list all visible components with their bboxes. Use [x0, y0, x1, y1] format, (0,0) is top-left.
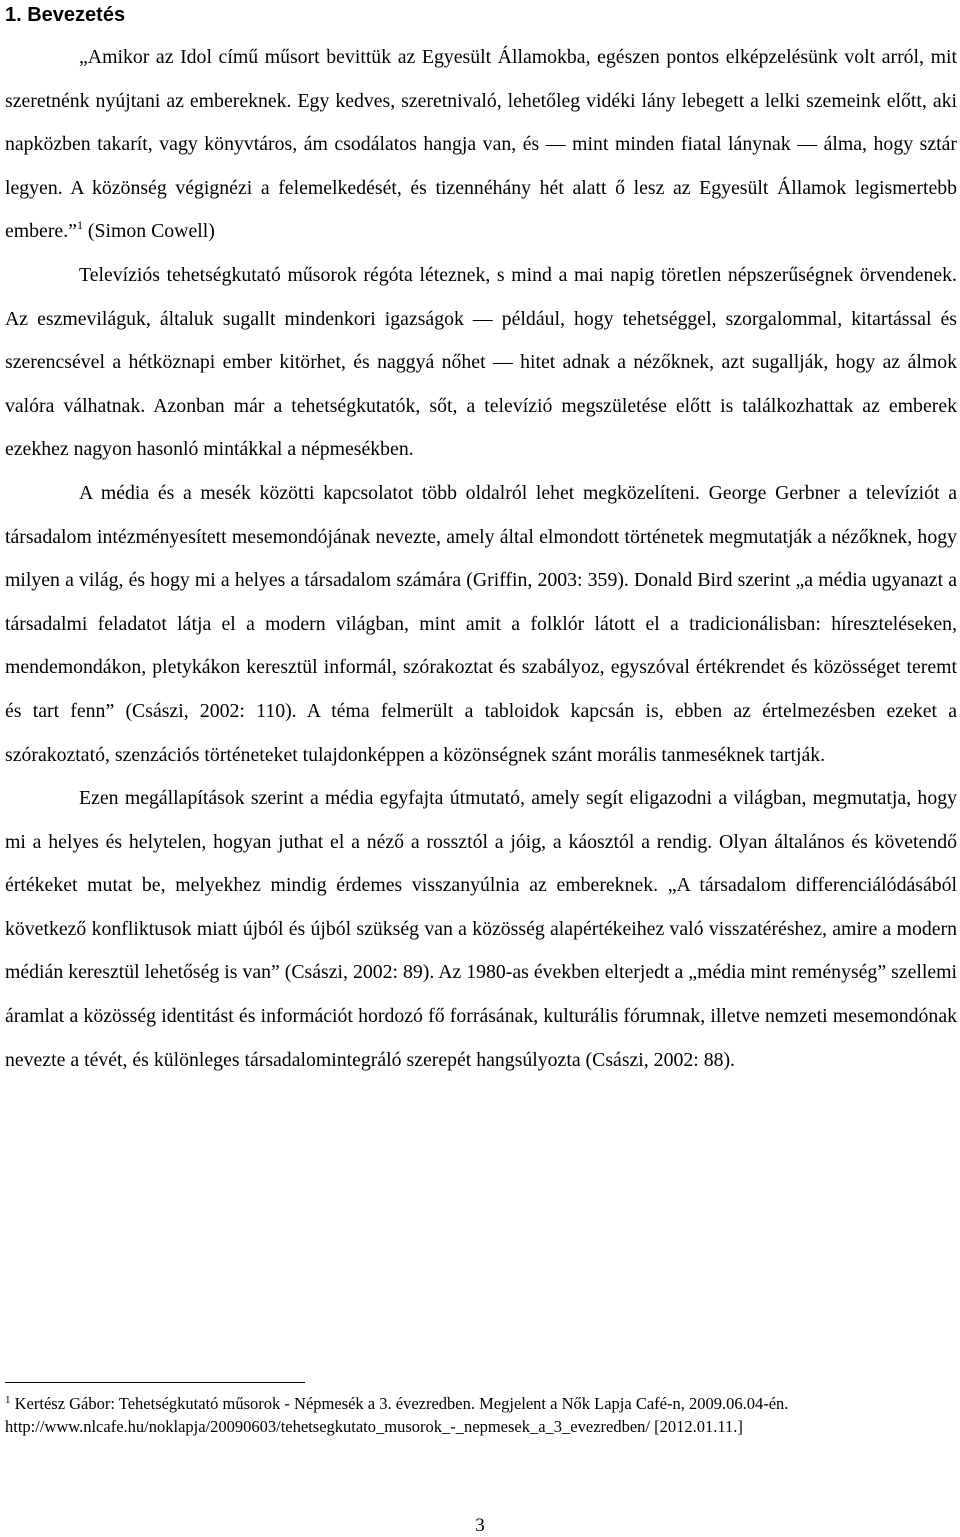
document-page [5, 0, 957, 1082]
footnote-text: Kertész Gábor: Tehetségkutató műsorok - Népmesék a 3. évezredben. Megjelent a Nők Lapja Café-n, 2009.06.04-én. http://www.nlcafe.hu/noklapja/20090603/tehetsegkutato_musorok_-_nepmesek_a_3_evezredben/ [2012.01.11.] [5, 1394, 789, 1436]
paragraph: A média és a mesék közötti kapcsolatot több oldalról lehet megközelíteni. George Gerbner a televíziót a társadalom intézményesített mesemondójának nevezte, amely által elmondott történetek megmutatják a nézőknek, hogy milyen a világ, és hogy mi a helyes a társadalom számára (Griffin, 2003: 359). Donald Bird szerint „a média ugyanazt a társadalmi feladatot látja el a modern világban, mint amit a folklór látott el a tradicionálisban: híreszteléseken, mendemondákon, pletykákon keresztül informál, szórakoztat és szabályoz, egyszóval értékrendet és közösséget teremt és tart fenn” (Császi, 2002: 110). A téma felmerült a tabloidok kapcsán is, ebben az értelmezésben ezeket a szórakoztató, szenzációs történeteket tulajdonképpen a közönségnek szánt morális tanmeséknek tartják. [5, 481, 957, 766]
quote-text: „Amikor az Idol című műsort bevittük az Egyesült Államokba, egészen pontos elképzelésünk volt arról, mit szeretnénk nyújtani az embereknek. Egy kedves, szeretnivaló, lehetőleg vidéki lány lebegett a lelki szemeink előtt, aki napközben takarít, vagy könyvtáros, ám csodálatos hangja van, és — mint minden fiatal lánynak — álma, hogy sztár legyen. A közönség végignézi a felemelkedését, és tizennéhány hét alatt ő lesz az Egyesült Államok legismertebb embere.” [5, 46, 957, 243]
footnote-number: 1 [5, 1394, 11, 1406]
paragraph: Ezen megállapítások szerint a média egyfajta útmutató, amely segít eligazodni a világban, megmutatja, hogy mi a helyes és helytelen, hogyan juthat el a néző a rossztól a jóig, a káosztól a rendig. Olyan általános és követendő értékeket mutat be, melyekhez mindig érdemes visszanyúlnia az embereknek. „A társadalom differenciálódásából következő konfliktusok miatt újból és újból szükség van a közösség alapértékeihez való visszatéréshez, amire a modern médián keresztül lehetőség is van” (Császi, 2002: 89). Az 1980-as években elterjedt a „média mint reménység” szellemi áramlat a közösség identitást és információt hordozó fő forrásának, kulturális fórumnak, illetve nemzeti mesemondónak nevezte a tévét, és különleges társadalomintegráló szerepét hangsúlyozta (Császi, 2002: 88). [5, 787, 957, 1071]
quote-paragraph [5, 36, 957, 254]
body-text [5, 36, 957, 1082]
footnote-reference[interactable]: 1 [76, 218, 83, 233]
paragraph: Televíziós tehetségkutató műsorok régóta léteznek, s mind a mai napig töretlen népszerűségnek örvendenek. Az eszmeviláguk, általuk sugallt mindenkori igazságok — például, hogy tehetséggel, szorgalommal, kitartással és szerencsével a hétköznapi ember kitörhet, és naggyá nőhet — hitet adnak a nézőknek, azt sugallják, hogy az álmok valóra válhatnak. Azonban már a tehetségkutatók, sőt, a televízió megszületése előtt is találkozhattak az emberek ezekhez nagyon hasonló mintákkal a népmesékben. [5, 263, 957, 461]
footnote-divider [5, 1382, 305, 1383]
section-heading: 1. Bevezetés [5, 4, 126, 26]
footnote [5, 1392, 885, 1438]
page-number: 3 [475, 1515, 485, 1536]
quote-citation: (Simon Cowell) [87, 220, 215, 243]
